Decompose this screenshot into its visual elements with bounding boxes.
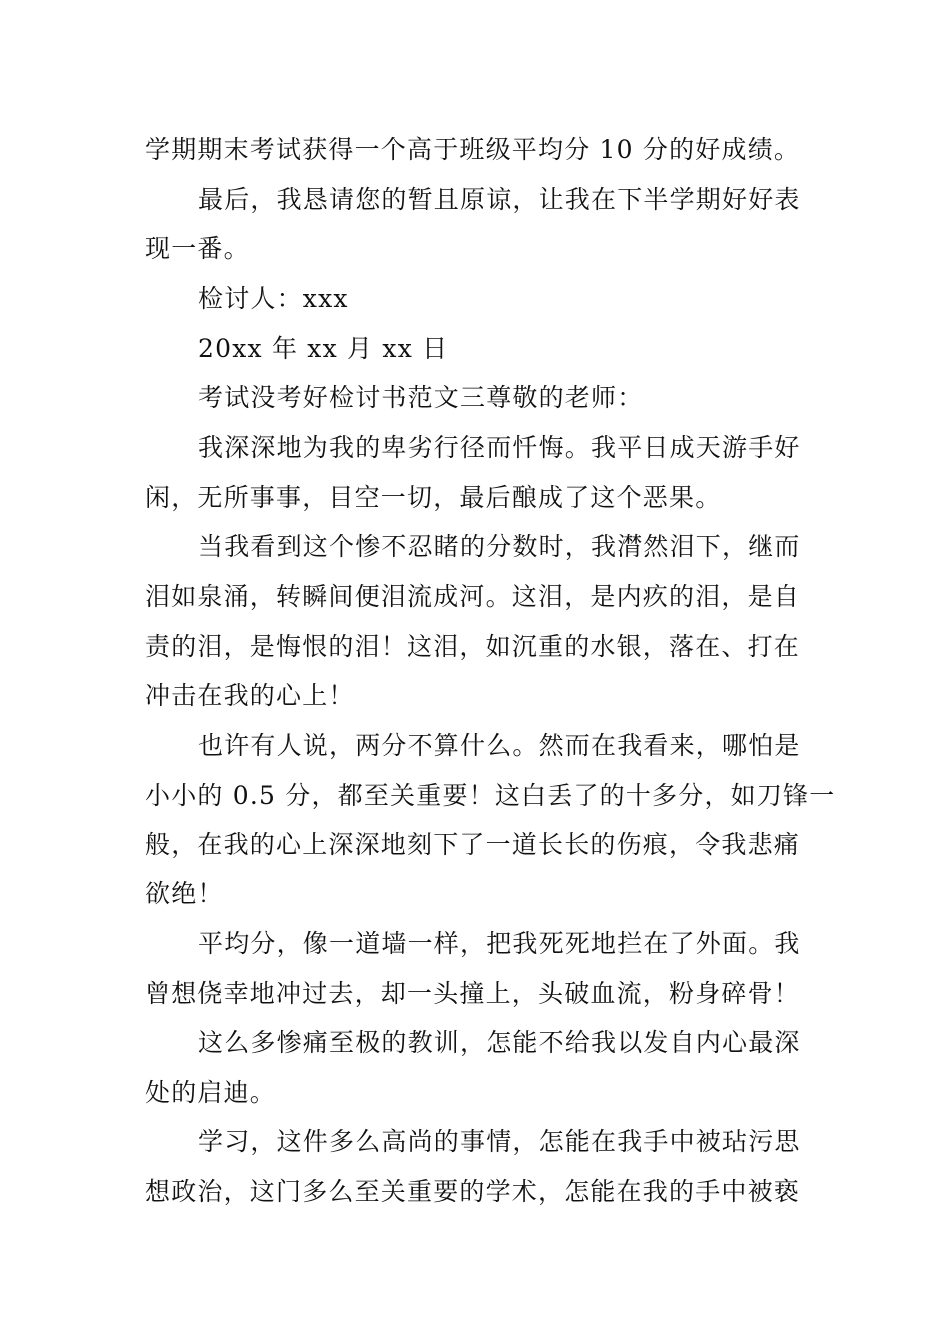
section-heading: 考试没考好检讨书范文三尊敬的老师： xyxy=(198,383,644,412)
text-line: 这么多惨痛至极的教训，怎能不给我以发自内心最深 xyxy=(198,1028,801,1057)
text-line: 平均分，像一道墙一样，把我死死地拦在了外面。我 xyxy=(198,929,801,958)
text-line: 闲，无所事事，目空一切，最后酿成了这个恶果。 xyxy=(145,483,722,512)
text-line: 也许有人说，两分不算什么。然而在我看来，哪怕是 xyxy=(198,731,801,760)
text-line: 般，在我的心上深深地刻下了一道长长的伤痕，令我悲痛 xyxy=(145,830,801,859)
text-line: 想政治，这门多么至关重要的学术，怎能在我的手中被亵 xyxy=(145,1177,801,1206)
text-line: 当我看到这个惨不忍睹的分数时，我潸然泪下，继而 xyxy=(198,532,801,561)
signature-line: 检讨人：xxx xyxy=(198,284,349,313)
text-line: 学习，这件多么高尚的事情，怎能在我手中被玷污思 xyxy=(198,1127,801,1156)
text-line: 最后，我恳请您的暂且原谅，让我在下半学期好好表 xyxy=(198,185,801,214)
text-line: 泪如泉涌，转瞬间便泪流成河。这泪，是内疚的泪，是自 xyxy=(145,582,801,611)
text-line: 曾想侥幸地冲过去，却一头撞上，头破血流，粉身碎骨！ xyxy=(145,979,801,1008)
text-line: 冲击在我的心上！ xyxy=(145,681,355,710)
text-line: 小小的 0.5 分，都至关重要！这白丢了的十多分，如刀锋一 xyxy=(145,781,836,810)
text-line: 处的启迪。 xyxy=(145,1078,277,1107)
text-line: 学期期末考试获得一个高于班级平均分 10 分的好成绩。 xyxy=(145,135,801,164)
text-line: 责的泪，是悔恨的泪！这泪，如沉重的水银，落在、打在 xyxy=(145,632,801,661)
date-line: 20xx 年 xx 月 xx 日 xyxy=(198,334,449,363)
text-line: 现一番。 xyxy=(145,234,250,263)
text-line: 我深深地为我的卑劣行径而忏悔。我平日成天游手好 xyxy=(198,433,801,462)
text-line: 欲绝！ xyxy=(145,879,224,908)
